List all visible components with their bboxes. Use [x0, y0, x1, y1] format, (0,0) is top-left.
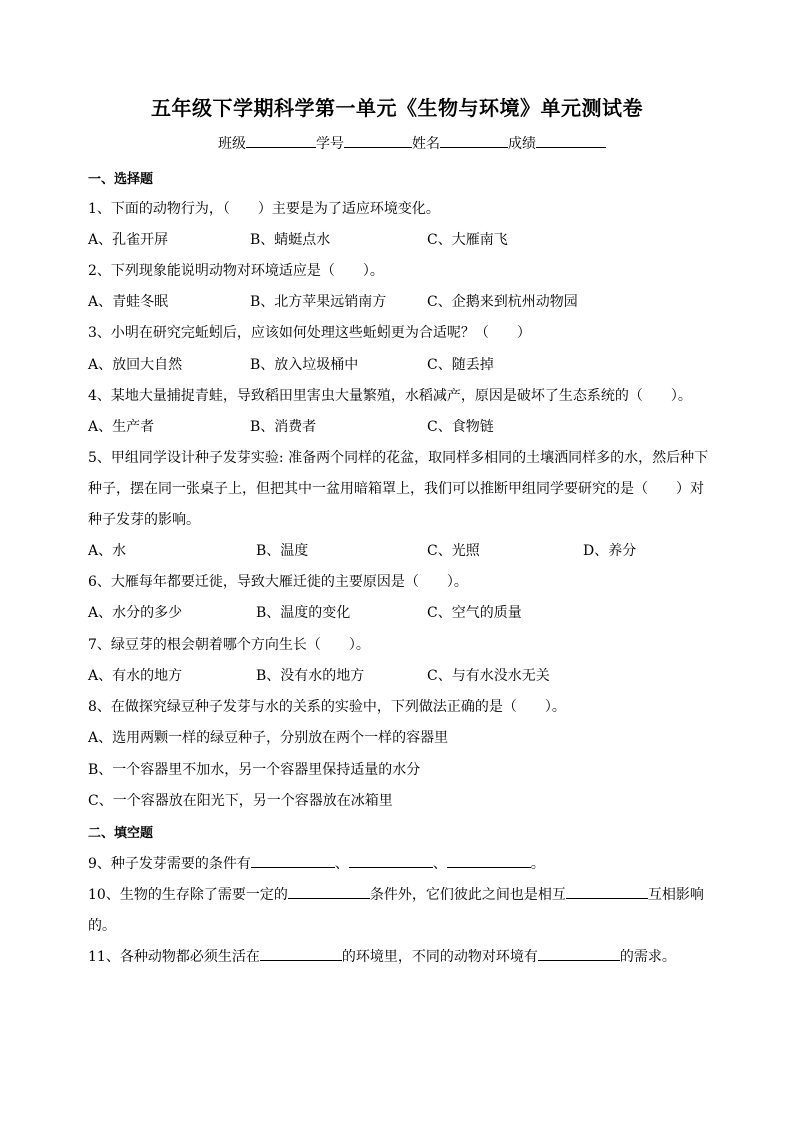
question-8: 8、在做探究绿豆种子发芽与水的关系的实验中，下列做法正确的是（ ）。: [88, 699, 566, 715]
question-10: [88, 884, 704, 904]
q9-blank-1: [251, 855, 335, 868]
q11-middle: 的环境里，不同的动物对环境有: [341, 949, 538, 965]
q5-option-d: D、养分: [583, 543, 637, 559]
class-blank: [246, 135, 316, 148]
question-6: 6、大雁每年都要迁徙，导致大雁迁徙的主要原因是（ ）。: [88, 574, 468, 590]
q3-option-c: C、随丢掉: [427, 357, 494, 373]
q9-prefix: 9、种子发芽需要的条件有: [88, 856, 251, 872]
q1-option-b: B、蜻蜓点水: [250, 232, 331, 248]
question-10-line-2: 的。: [88, 918, 116, 934]
q5-option-a: A、水: [88, 543, 127, 559]
name-label: 姓名: [412, 136, 440, 152]
q4-option-c: C、食物链: [427, 419, 494, 435]
q10-middle: 条件外，它们彼此之间也是相互: [369, 887, 566, 903]
student-info-line: [218, 133, 606, 153]
q8-option-b: B、一个容器里不加水，另一个容器里保持适量的水分: [88, 762, 421, 778]
q9-separator-1: 、: [334, 856, 349, 872]
q2-option-a: A、青蛙冬眠: [88, 294, 169, 310]
class-label: 班级: [218, 136, 246, 152]
q9-blank-3: [447, 855, 531, 868]
q4-option-b: B、消费者: [250, 419, 317, 435]
q6-option-a: A、水分的多少: [88, 605, 183, 621]
score-label: 成绩: [508, 136, 536, 152]
q11-prefix: 11、各种动物都必须生活在: [88, 949, 260, 965]
q11-blank-1: [260, 948, 342, 961]
q4-option-a: A、生产者: [88, 419, 155, 435]
q5-option-b: B、温度: [256, 543, 309, 559]
question-7: 7、绿豆芽的根会朝着哪个方向生长（ ）。: [88, 637, 370, 653]
q10-end: 互相影响: [647, 887, 704, 903]
q10-blank-1: [288, 886, 370, 899]
q9-blank-2: [349, 855, 433, 868]
q2-option-c: C、企鹅来到杭州动物园: [427, 294, 578, 310]
question-5-line-1: 5、甲组同学设计种子发芽实验: 准备两个同样的花盆，取同样多相同的土壤洒同样多的水，然后种下: [88, 450, 709, 466]
name-blank: [440, 135, 508, 148]
q11-blank-2: [538, 948, 620, 961]
q1-option-c: C、大雁南飞: [427, 232, 508, 248]
q7-option-c: C、与有水没水无关: [427, 668, 550, 684]
q6-option-c: C、空气的质量: [427, 605, 522, 621]
question-1: 1、下面的动物行为，（ ）主要是为了适应环境变化。: [88, 201, 440, 217]
q8-option-c: C、一个容器放在阳光下，另一个容器放在冰箱里: [88, 793, 393, 809]
q10-prefix: 10、生物的生存除了需要一定的: [88, 887, 288, 903]
q1-option-a: A、孔雀开屏: [88, 232, 169, 248]
q3-option-a: A、放回大自然: [88, 357, 183, 373]
q7-option-a: A、有水的地方: [88, 668, 183, 684]
q7-option-b: B、没有水的地方: [256, 668, 365, 684]
number-label: 学号: [316, 136, 344, 152]
section-heading-choice: 一、选择题: [88, 172, 154, 187]
score-blank: [536, 135, 606, 148]
q9-end: 。: [530, 856, 545, 872]
q10-blank-2: [566, 886, 648, 899]
question-11: [88, 946, 676, 966]
q9-separator-2: 、: [432, 856, 447, 872]
q8-option-a: A、选用两颗一样的绿豆种子，分别放在两个一样的容器里: [88, 730, 449, 746]
q3-option-b: B、放入垃圾桶中: [250, 357, 359, 373]
question-4: 4、某地大量捕捉青蛙，导致稻田里害虫大量繁殖，水稻减产，原因是破坏了生态系统的（ ）。: [88, 388, 692, 404]
q6-option-b: B、温度的变化: [256, 605, 351, 621]
q11-end: 的需求。: [619, 949, 676, 965]
question-3: 3、小明在研究完蚯蚓后，应该如何处理这些蚯蚓更为合适呢？（ ）: [88, 325, 531, 341]
question-5-line-3: 种子发芽的影响。: [88, 512, 200, 528]
q2-option-b: B、北方苹果远销南方: [250, 294, 387, 310]
q5-option-c: C、光照: [427, 543, 480, 559]
question-2: 2、下列现象能说明动物对环境适应是（ ）。: [88, 263, 384, 279]
question-5-line-2: 种子，摆在同一张桌子上，但把其中一盆用暗箱罩上，我们可以推断甲组同学要研究的是（ ）对: [88, 481, 704, 497]
section-heading-fill: 二、填空题: [88, 826, 154, 841]
page-title: 五年级下学期科学第一单元《生物与环境》单元测试卷: [151, 96, 643, 120]
number-blank: [344, 135, 412, 148]
question-9: [88, 853, 545, 873]
